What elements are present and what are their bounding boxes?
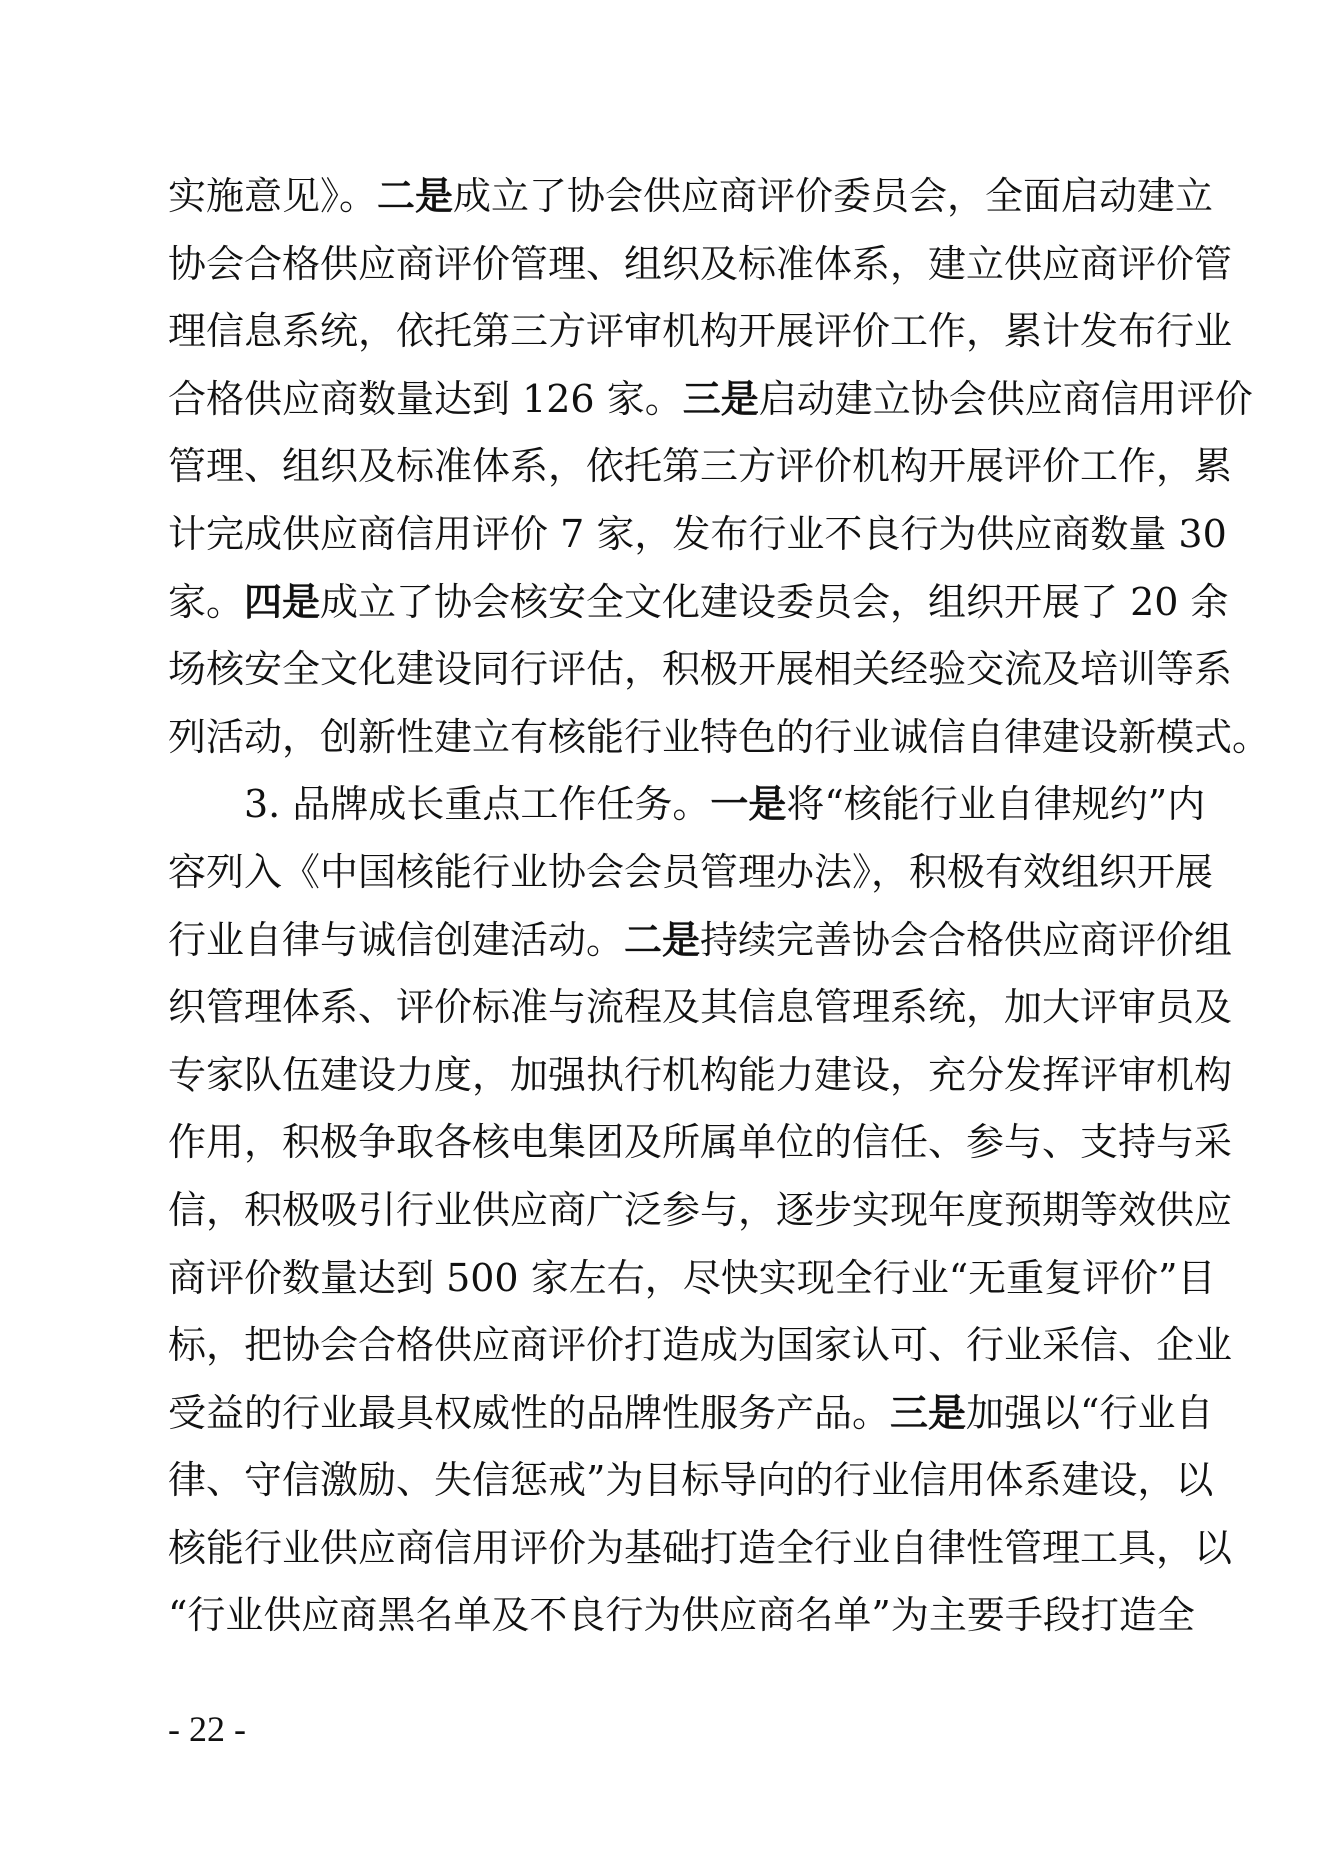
text-segment: 受益的行业最具权威性的品牌性服务产品。 [168,1390,891,1435]
text-line [168,578,1229,650]
text-line [168,1187,1233,1258]
text-line [168,1525,1233,1596]
page-number: - 22 - [168,1709,246,1749]
text-line [168,714,1271,785]
text-segment: 家。 [168,579,245,624]
text-segment: 商评价数量达到 500 家左右，尽快实现全行业“无重复评价”目 [168,1255,1216,1300]
text-segment: “行业供应商黑名单及不良行为供应商名单”为主要手段打造全 [168,1593,1195,1638]
text-line [168,1323,1233,1393]
emphasis-text: 一是 [710,781,787,827]
text-line [168,985,1233,1055]
text-segment: 持续完善协会合格供应商评价组 [700,917,1233,962]
emphasis-text: 三是 [890,1389,967,1435]
text-segment: 信，积极吸引行业供应商广泛参与，逐步实现年度预期等效供应 [168,1187,1233,1232]
text-segment: 核能行业供应商信用评价为基础打造全行业自律性管理工具，以 [168,1525,1233,1570]
text-line [168,444,1233,514]
text-line [168,916,1233,988]
emphasis-text: 三是 [682,375,759,421]
text-segment: 容列入《中国核能行业协会会员管理办法》，积极有效组织开展 [168,849,1214,894]
text-line [168,1052,1233,1123]
text-line [168,1389,1214,1461]
text-segment: 启动建立协会供应商信用评价 [758,376,1253,421]
text-segment: 成立了协会核安全文化建设委员会，组织开展了 20 余 [320,579,1229,624]
text-segment: 管理、组织及标准体系，依托第三方评价机构开展评价工作，累 [168,444,1233,489]
text-segment: 列活动，创新性建立有核能行业特色的行业诚信自律建设新模式。 [168,714,1271,759]
text-line [168,1458,1214,1528]
text-segment: 场核安全文化建设同行评估，积极开展相关经验交流及培训等系 [168,647,1233,692]
text-segment: 标，把协会合格供应商评价打造成为国家认可、行业采信、企业 [168,1323,1233,1368]
emphasis-text: 二是 [377,173,454,218]
text-segment: 成立了协会供应商评价委员会，全面启动建立 [453,174,1214,218]
text-segment: 协会合格供应商评价管理、组织及标准体系，建立供应商评价管 [168,241,1233,286]
text-segment: 理信息系统，依托第三方评审机构开展评价工作，累计发布行业 [168,309,1233,354]
emphasis-text: 四是 [244,578,321,624]
text-segment: 合格供应商数量达到 126 家。 [168,376,683,421]
text-segment: 行业自律与诚信创建活动。 [168,917,625,962]
text-segment: 织管理体系、评价标准与流程及其信息管理系统，加大评审员及 [168,985,1233,1030]
body-text [168,173,1271,1663]
text-line [168,647,1233,717]
text-line [168,781,1206,852]
text-line [168,1593,1195,1663]
text-segment: 作用，积极争取各核电集团及所属单位的信任、参与、支持与采 [168,1120,1233,1165]
text-segment: 实施意见》。 [168,174,378,218]
text-segment: 律、守信激励、失信惩戒”为目标导向的行业信用体系建设，以 [168,1458,1214,1503]
text-segment: 将“核能行业自律规约”内 [786,782,1206,827]
text-line [168,849,1214,920]
emphasis-text: 二是 [624,916,701,962]
text-segment: 专家队伍建设力度，加强执行机构能力建设，充分发挥评审机构 [168,1052,1233,1097]
text-line [168,375,1253,447]
text-line [168,241,1233,312]
text-line [168,1255,1216,1326]
text-line [168,1120,1233,1190]
text-segment: 计完成供应商信用评价 7 家，发布行业不良行为供应商数量 30 [168,511,1227,556]
text-segment: 加强以“行业自 [966,1390,1214,1435]
text-line [168,309,1233,379]
text-segment: 3. 品牌成长重点工作任务。 [244,782,711,827]
text-line [168,511,1227,582]
text-line [168,173,1214,244]
